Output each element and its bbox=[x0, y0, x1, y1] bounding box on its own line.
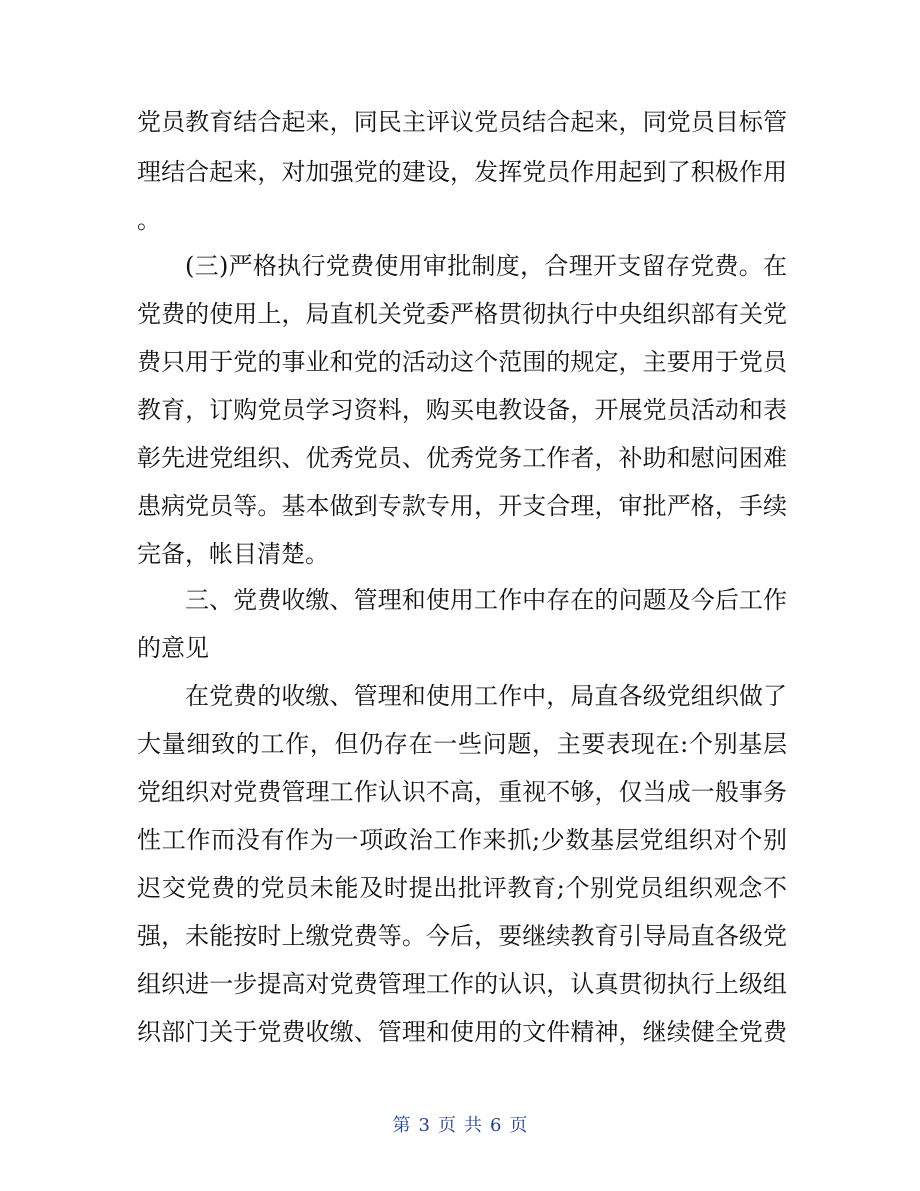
page-unit: 页 bbox=[438, 1115, 456, 1136]
section-heading-line: 的意见 bbox=[137, 634, 209, 662]
text-line: 性工作而没有作为一项政治工作来抓;少数基层党组织对个别 bbox=[137, 826, 787, 854]
text-line: 组织进一步提高对党费管理工作的认识，认真贯彻执行上级组 bbox=[137, 970, 787, 998]
text-line: 党员教育结合起来，同民主评议党员结合起来，同党员目标管 bbox=[137, 108, 787, 136]
text-line: 彰先进党组织、优秀党员、优秀党务工作者，补助和慰问困难 bbox=[137, 444, 787, 472]
text-line: 在党费的收缴、管理和使用工作中，局直各级党组织做了 bbox=[185, 682, 787, 710]
section-heading-line: 三、党费收缴、管理和使用工作中存在的问题及今后工作 bbox=[185, 586, 787, 614]
text-line: 党组织对党费管理工作认识不高，重视不够，仅当成一般事务 bbox=[137, 778, 787, 806]
text-line: 迟交党费的党员未能及时提出批评教育;个别党员组织观念不 bbox=[137, 874, 787, 902]
text-line: (三)严格执行党费使用审批制度，合理开支留存党费。在 bbox=[185, 252, 787, 280]
text-line: 患病党员等。基本做到专款专用，开支合理，审批严格，手续 bbox=[137, 492, 787, 520]
total-pages-unit: 页 bbox=[509, 1115, 528, 1136]
text-line: 。 bbox=[137, 206, 161, 234]
page-footer bbox=[0, 1112, 920, 1140]
text-line: 费只用于党的事业和党的活动这个范围的规定，主要用于党员 bbox=[137, 348, 787, 376]
text-line: 完备，帐目清楚。 bbox=[137, 540, 329, 568]
current-page-number: 3 bbox=[418, 1115, 430, 1136]
text-line: 强，未能按时上缴党费等。今后，要继续教育引导局直各级党 bbox=[137, 922, 787, 950]
total-pages-number: 6 bbox=[490, 1115, 502, 1136]
page-number-prefix: 第 bbox=[392, 1115, 411, 1136]
text-line: 织部门关于党费收缴、管理和使用的文件精神，继续健全党费 bbox=[137, 1018, 787, 1046]
text-line: 教育，订购党员学习资料，购买电教设备，开展党员活动和表 bbox=[137, 396, 787, 424]
text-line: 理结合起来，对加强党的建设，发挥党员作用起到了积极作用 bbox=[137, 158, 787, 186]
text-line: 党费的使用上，局直机关党委严格贯彻执行中央组织部有关党 bbox=[137, 300, 787, 328]
total-pages-prefix: 共 bbox=[464, 1115, 482, 1136]
text-line: 大量细致的工作，但仍存在一些问题，主要表现在:个别基层 bbox=[137, 730, 787, 758]
